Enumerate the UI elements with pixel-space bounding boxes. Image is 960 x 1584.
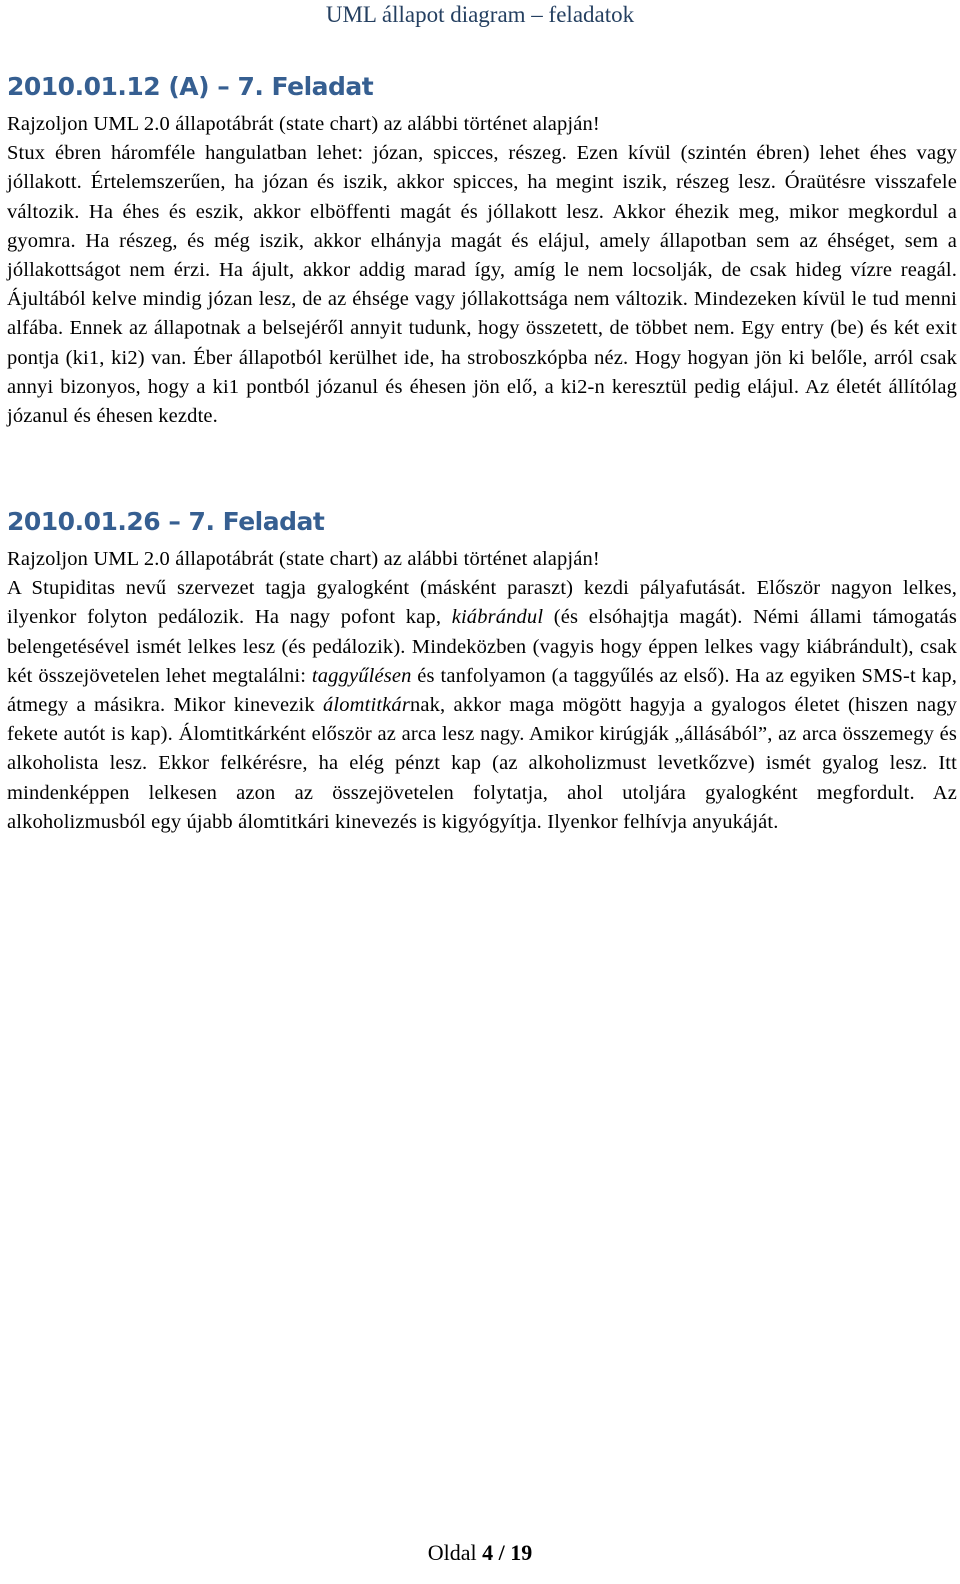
page-header-title: UML állapot diagram – feladatok — [325, 2, 635, 27]
page-current: 4 — [482, 1540, 494, 1565]
emphasis-text: álomtitkár — [323, 694, 410, 717]
task-section-1 — [7, 68, 957, 431]
task-description — [7, 110, 957, 431]
task-body-part: nak, akkor maga mögött hagyja a gyalogos életet (hiszen nagy fekete autót is kap). Álomtitkárként először az arca lesz nagy. Amikor kirúgják „állásából”, az arca összemegy és alkoholista lesz. Ekkor felkérésre, ha elég pénzt kap (az alkoholizmust levetkőzve) ismét gyalog lesz. Itt mindenképpen lelkesen azon az összejövetelen folytatja, ahol utoljára gyalogként megfordult. Az alkoholizmusból egy újabb álomtitkári kinevezés is kigyógyítja. Ilyenkor felhívja anyukáját. — [7, 694, 957, 833]
page-label: Oldal — [427, 1540, 477, 1565]
page-separator: / — [498, 1540, 505, 1565]
page-total: 19 — [510, 1540, 533, 1565]
emphasis-text: kiábrándul — [451, 606, 544, 629]
emphasis-text: taggyűlésen — [311, 664, 412, 687]
task-intro: Rajzoljon UML 2.0 állapotábrát (state chart) az alábbi történet alapján! — [7, 548, 600, 570]
section-heading: 2010.01.26 – 7. Feladat — [7, 507, 325, 536]
page-footer — [0, 1540, 960, 1566]
task-body-part: és tanfolyamon (a taggyűlés az első). Ha az egyiken SMS-t kap, átmegy a másikra. Mikor kinevezik — [7, 664, 957, 717]
task-body: Stux ébren háromféle hangulatban lehet: józan, spicces, részeg. Ezen kívül (szintén ébren) lehet éhes vagy jóllakott. Értelemszerűen, ha józan és iszik, akkor spicces, ha megint iszik, részeg lesz. Óraütésre visszafele változik. Ha éhes és eszik, akkor elböffenti magát és jóllakott lesz. Akkor éhezik meg, mikor megkordul a gyomra. Ha részeg, és még iszik, akkor elhányja magát és elájul, amely állapotban sem az éhséget, sem a jóllakottságot nem érzi. Ha ájult, akkor addig marad így, amíg le nem locsolják, de csak hideg vízre reagál. Ájultából kelve mindig józan lesz, de az éhsége vagy jóllakottsága nem változik. Mindezeken kívül le tud menni alfába. Ennek az állapotnak a belsejéről annyit tudunk, hogy összetett, de többet nem. Egy entry (be) és két exit pontja (ki1, ki2) van. Éber állapotból kerülhet ide, ha stroboszkópba néz. Hogy hogyan jön ki belőle, arról csak annyi bizonyos, hogy a ki1 pontból józanul és éhesen jön elő, a ki2-n keresztül pedig elájul. Az életét állítólag józanul és éhesen kezdte. — [7, 142, 957, 428]
section-heading: 2010.01.12 (A) – 7. Feladat — [7, 72, 374, 101]
task-description — [7, 545, 957, 837]
task-body-part: A Stupiditas nevű szervezet tagja gyalogként (másként paraszt) kezdi pályafutását. Először nagyon lelkes, ilyenkor folyton pedálozik. Ha nagy pofont kap, — [7, 577, 957, 629]
task-body-part: (és elsóhajtja magát). Némi állami támogatás belengetésével ismét lelkes lesz (és pedálozik). Mindeközben (vagyis hogy éppen lelkes vagy kiábrándult), csak két összejövetelen lehet megtalálni: — [7, 606, 958, 687]
task-intro: Rajzoljon UML 2.0 állapotábrát (state chart) az alábbi történet alapján! — [7, 113, 600, 135]
task-section-2 — [7, 503, 957, 837]
